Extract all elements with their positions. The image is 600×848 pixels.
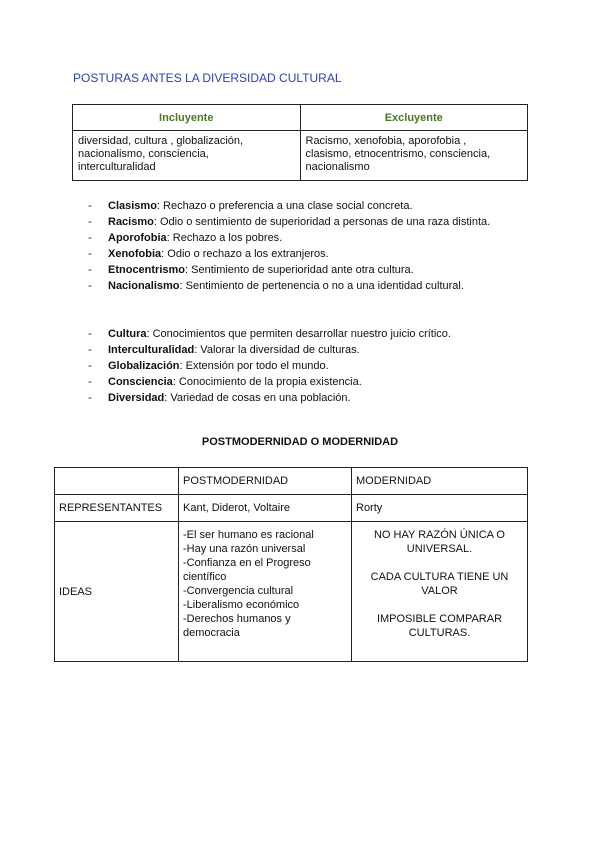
list-item: - Nacionalismo: Sentimiento de pertenencia o no a una identidad cultural. <box>88 280 464 292</box>
definition: : Sentimiento de pertenencia o no a una identidad cultural. <box>179 280 464 292</box>
definition: : Extensión por todo el mundo. <box>179 360 329 372</box>
header-postmodernidad: POSTMODERNIDAD <box>179 468 352 495</box>
cell-incluyente <box>73 131 301 181</box>
term: Cultura <box>108 328 147 340</box>
cell-line: interculturalidad <box>78 161 156 173</box>
list-item: - Globalización: Extensión por todo el mundo. <box>88 360 329 372</box>
header-empty <box>55 468 179 495</box>
idea-line: -Hay una razón universal <box>183 543 306 555</box>
list-item: - Aporofobia: Rechazo a los pobres. <box>88 232 283 244</box>
list-item: - Racismo: Odio o sentimiento de superioridad a personas de una raza distinta. <box>88 216 491 228</box>
table-row <box>73 131 528 181</box>
cell-post: Kant, Diderot, Voltaire <box>179 495 352 522</box>
definition: : Odio o sentimiento de superioridad a personas de una raza distinta. <box>153 216 491 228</box>
term: Diversidad <box>108 392 165 404</box>
list-item: - Consciencia: Conocimiento de la propia existencia. <box>88 376 362 388</box>
idea-statement: NO HAY RAZÓN ÚNICA O UNIVERSAL. <box>373 529 505 555</box>
term: Etnocentrismo <box>108 264 186 276</box>
page-title: POSTURAS ANTES LA DIVERSIDAD CULTURAL <box>73 71 342 85</box>
list-item: - Etnocentrismo: Sentimiento de superioridad ante otra cultura. <box>88 264 414 276</box>
idea-line: -Liberalismo económico <box>183 599 300 611</box>
cell-line: clasismo, etnocentrismo, consciencia, <box>305 148 491 160</box>
idea-line: democracia <box>183 627 240 639</box>
term: Clasismo <box>108 200 157 212</box>
table-row <box>55 495 528 522</box>
table-header-row <box>55 468 528 495</box>
table-header-row <box>73 105 528 131</box>
cell-line: nacionalismo, consciencia, <box>78 148 209 160</box>
definition: : Rechazo a los pobres. <box>166 232 283 244</box>
definition: : Rechazo o preferencia a una clase social concreta. <box>156 200 413 212</box>
list-item: - Cultura: Conocimientos que permiten desarrollar nuestro juicio crítico. <box>88 328 451 340</box>
idea-line: -Confianza en el Progreso <box>183 557 311 569</box>
term: Consciencia <box>108 376 173 388</box>
row-label: REPRESENTANTES <box>55 495 179 522</box>
definitions-list-exclusion <box>88 198 528 294</box>
idea-line: -El ser humano es racional <box>183 529 314 541</box>
cell-post-ideas <box>179 522 352 662</box>
row-label: IDEAS <box>55 522 179 662</box>
cell-mod-ideas <box>352 522 528 662</box>
header-incluyente: Incluyente <box>73 105 301 131</box>
table-row <box>55 522 528 662</box>
header-excluyente: Excluyente <box>300 105 528 131</box>
idea-statement: IMPOSIBLE COMPARAR CULTURAS. <box>376 613 503 639</box>
term: Xenofobia <box>108 248 162 260</box>
cell-line: nacionalismo <box>305 161 370 173</box>
definition: : Conocimientos que permiten desarrollar nuestro juicio crítico. <box>146 328 451 340</box>
idea-line: científico <box>183 571 227 583</box>
cell-mod: Rorty <box>352 495 528 522</box>
idea-line: -Derechos humanos y <box>183 613 291 625</box>
postures-table <box>72 104 528 181</box>
idea-statement: CADA CULTURA TIENE UN VALOR <box>370 571 509 597</box>
list-item: - Interculturalidad: Valorar la diversidad de culturas. <box>88 344 360 356</box>
list-item: - Diversidad: Variedad de cosas en una población. <box>88 392 351 404</box>
list-item: - Clasismo: Rechazo o preferencia a una clase social concreta. <box>88 200 413 212</box>
modernity-table <box>54 467 528 662</box>
idea-line: -Convergencia cultural <box>183 585 294 597</box>
definition: : Sentimiento de superioridad ante otra cultura. <box>185 264 414 276</box>
term: Globalización <box>108 360 180 372</box>
definitions-list-inclusion <box>88 326 528 406</box>
term: Racismo <box>108 216 154 228</box>
definition: : Variedad de cosas en una población. <box>164 392 351 404</box>
definition: : Odio o rechazo a los extranjeros. <box>161 248 329 260</box>
section-title: POSTMODERNIDAD O MODERNIDAD <box>201 436 399 448</box>
definition: : Conocimiento de la propia existencia. <box>172 376 362 388</box>
list-item: - Xenofobia: Odio o rechazo a los extranjeros. <box>88 248 329 260</box>
term: Interculturalidad <box>108 344 195 356</box>
term: Aporofobia <box>108 232 167 244</box>
header-modernidad: MODERNIDAD <box>352 468 528 495</box>
cell-line: diversidad, cultura , globalización, <box>78 135 244 147</box>
term: Nacionalismo <box>108 280 180 292</box>
cell-excluyente <box>300 131 528 181</box>
definition: : Valorar la diversidad de culturas. <box>194 344 360 356</box>
cell-line: Racismo, xenofobia, aporofobia , <box>305 135 467 147</box>
